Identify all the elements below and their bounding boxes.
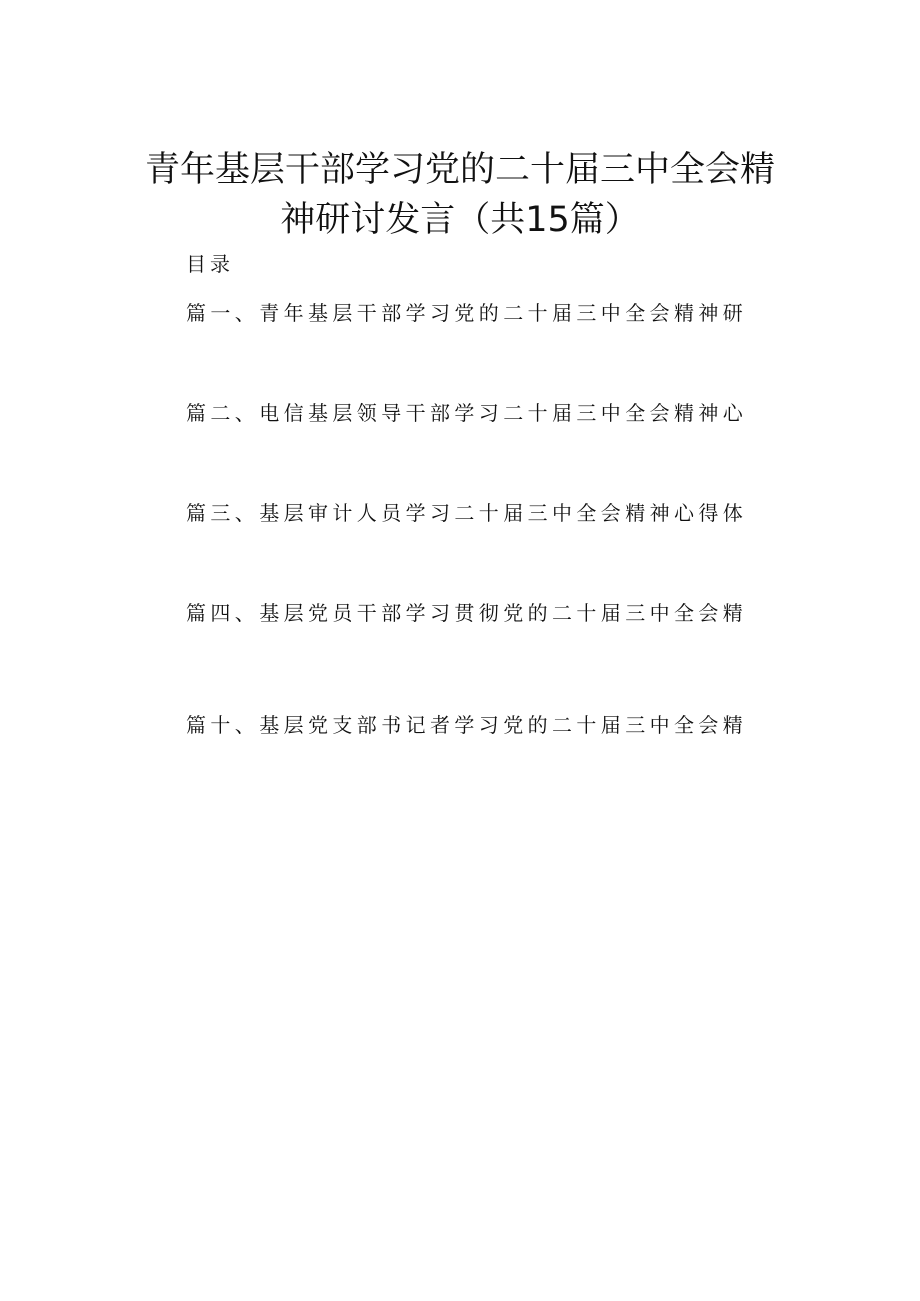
toc-item-5: 篇十、基层党支部书记者学习党的二十届三中全会精 — [186, 713, 748, 737]
document-title — [0, 145, 920, 245]
toc-item-1: 篇一、青年基层干部学习党的二十届三中全会精神研 — [186, 301, 748, 325]
toc-heading: 目录 — [186, 252, 234, 276]
document-title-line-1: 青年基层干部学习党的二十届三中全会精 — [144, 150, 775, 191]
document-title-line-2: 神研讨发言（共15篇） — [280, 200, 640, 241]
toc-item-2: 篇二、电信基层领导干部学习二十届三中全会精神心 — [186, 401, 748, 425]
toc-item-4: 篇四、基层党员干部学习贯彻党的二十届三中全会精 — [186, 601, 748, 625]
toc-item-3: 篇三、基层审计人员学习二十届三中全会精神心得体 — [186, 501, 748, 525]
